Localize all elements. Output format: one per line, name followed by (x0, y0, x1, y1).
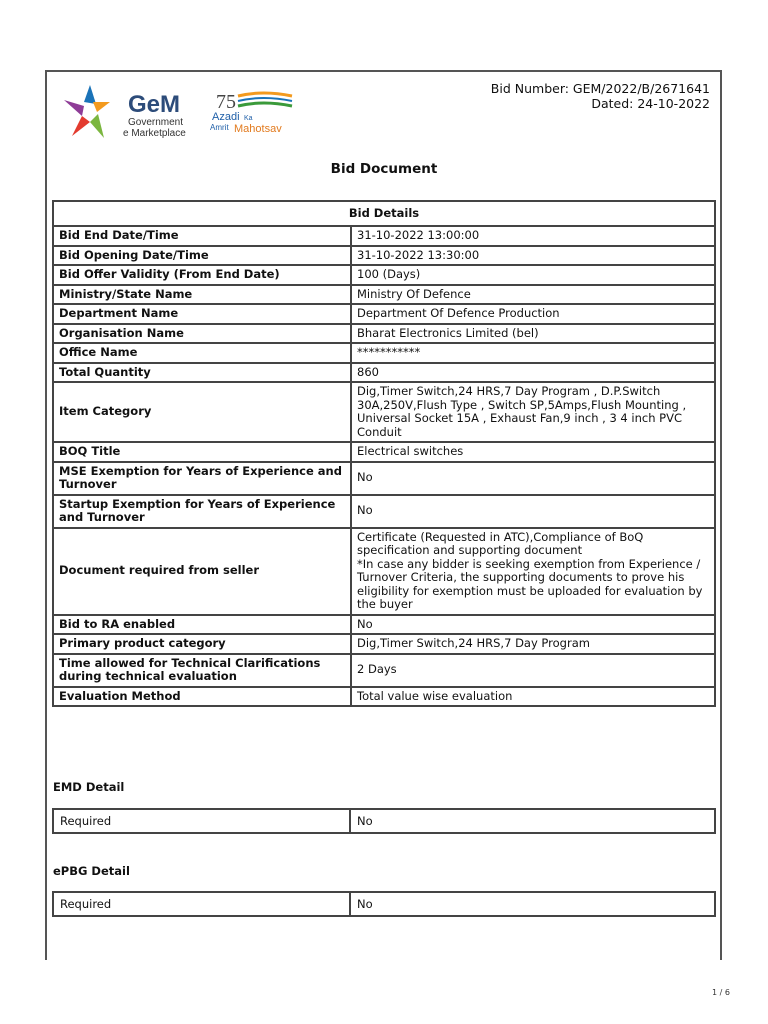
azadi-logo-line3: Mahotsav (234, 123, 282, 135)
table-row (53, 462, 715, 495)
table-row (53, 246, 715, 266)
row-value: Department Of Defence Production (351, 304, 715, 324)
row-label: Time allowed for Technical Clarifications during technical evaluation (53, 654, 351, 687)
row-value: Total value wise evaluation (351, 687, 715, 707)
gem-star-icon (64, 85, 110, 138)
row-value: No (351, 615, 715, 635)
row-label: Office Name (53, 343, 351, 363)
table-row (53, 528, 715, 615)
row-value: Electrical switches (351, 442, 715, 462)
row-value: Dig,Timer Switch,24 HRS,7 Day Program (351, 634, 715, 654)
row-value: No (351, 462, 715, 495)
gem-logo-line1: Government (128, 117, 184, 128)
row-label: Startup Exemption for Years of Experience and Turnover (53, 495, 351, 528)
bid-number-block (491, 81, 710, 111)
emd-required-label: Required (53, 809, 350, 833)
row-label: Document required from seller (53, 528, 351, 615)
gem-logo (62, 82, 202, 142)
row-value (351, 528, 715, 615)
row-label: MSE Exemption for Years of Experience and Turnover (53, 462, 351, 495)
table-row (53, 809, 715, 833)
row-label: Total Quantity (53, 363, 351, 383)
row-label: Bid to RA enabled (53, 615, 351, 635)
table-row (53, 304, 715, 324)
row-label: BOQ Title (53, 442, 351, 462)
row-value: 2 Days (351, 654, 715, 687)
table-row (53, 226, 715, 246)
row-label: Item Category (53, 382, 351, 442)
gem-logo-name: GeM (128, 91, 181, 118)
row-value: 31-10-2022 13:00:00 (351, 226, 715, 246)
bid-details-table (52, 200, 716, 707)
emd-required-value: No (350, 809, 715, 833)
table-row (53, 363, 715, 383)
table-row (53, 892, 715, 916)
bid-details-heading-row (53, 201, 715, 226)
table-row (53, 654, 715, 687)
document-title: Bid Document (330, 161, 438, 177)
table-row (53, 265, 715, 285)
azadi-logo-line2: Amrit (210, 123, 229, 132)
bid-number: Bid Number: GEM/2022/B/2671641 (490, 81, 710, 96)
azadi-logo-ka: Ka (244, 115, 253, 122)
row-label: Bid Opening Date/Time (53, 246, 351, 266)
row-label: Department Name (53, 304, 351, 324)
epbg-required-label: Required (53, 892, 350, 916)
epbg-detail-heading: ePBG Detail (53, 864, 130, 878)
table-row (53, 285, 715, 305)
row-value: 31-10-2022 13:30:00 (351, 246, 715, 266)
row-label: Primary product category (53, 634, 351, 654)
table-row (53, 687, 715, 707)
bid-details-heading: Bid Details (53, 201, 715, 226)
row-label: Bid End Date/Time (53, 226, 351, 246)
svg-text:75: 75 (216, 91, 236, 113)
table-row (53, 324, 715, 344)
row-value: *********** (351, 343, 715, 363)
row-value: Bharat Electronics Limited (bel) (351, 324, 715, 344)
row-label: Evaluation Method (53, 687, 351, 707)
document-required-text: Certificate (Requested in ATC),Compliance of BoQ specification and supporting document (357, 529, 644, 557)
epbg-detail-table (52, 891, 716, 917)
page-indicator: 1 / 6 (712, 988, 730, 997)
table-row (53, 495, 715, 528)
row-label: Organisation Name (53, 324, 351, 344)
row-label: Ministry/State Name (53, 285, 351, 305)
bid-dated: Dated: 24-10-2022 (591, 96, 710, 111)
emd-detail-heading: EMD Detail (53, 780, 125, 794)
table-row (53, 634, 715, 654)
table-row (53, 382, 715, 442)
row-value: 100 (Days) (351, 265, 715, 285)
gem-logo-line2: e Marketplace (123, 128, 186, 139)
epbg-required-value: No (350, 892, 715, 916)
azadi-logo-line1: Azadi (212, 111, 240, 123)
document-required-note: *In case any bidder is seeking exemption from Experience / Turnover Criteria, the supporting documents to prove his eligibility for exemption must be uploaded for evaluation by the buyer (357, 556, 703, 611)
row-value: No (351, 495, 715, 528)
row-label: Bid Offer Validity (From End Date) (53, 265, 351, 285)
table-row (53, 615, 715, 635)
table-row (53, 442, 715, 462)
emd-detail-table (52, 808, 716, 834)
row-value: 860 (351, 363, 715, 383)
row-value: Dig,Timer Switch,24 HRS,7 Day Program , D.P.Switch 30A,250V,Flush Type , Switch SP,5Amps,Flush Mounting , Universal Socket 15A , Exhaust Fan,9 inch , 3 4 inch PVC Conduit (351, 382, 715, 442)
table-row (53, 343, 715, 363)
azadi-75-emblem-icon (216, 91, 292, 113)
row-value: Ministry Of Defence (351, 285, 715, 305)
azadi-ka-amrit-mahotsav-logo (208, 88, 308, 136)
